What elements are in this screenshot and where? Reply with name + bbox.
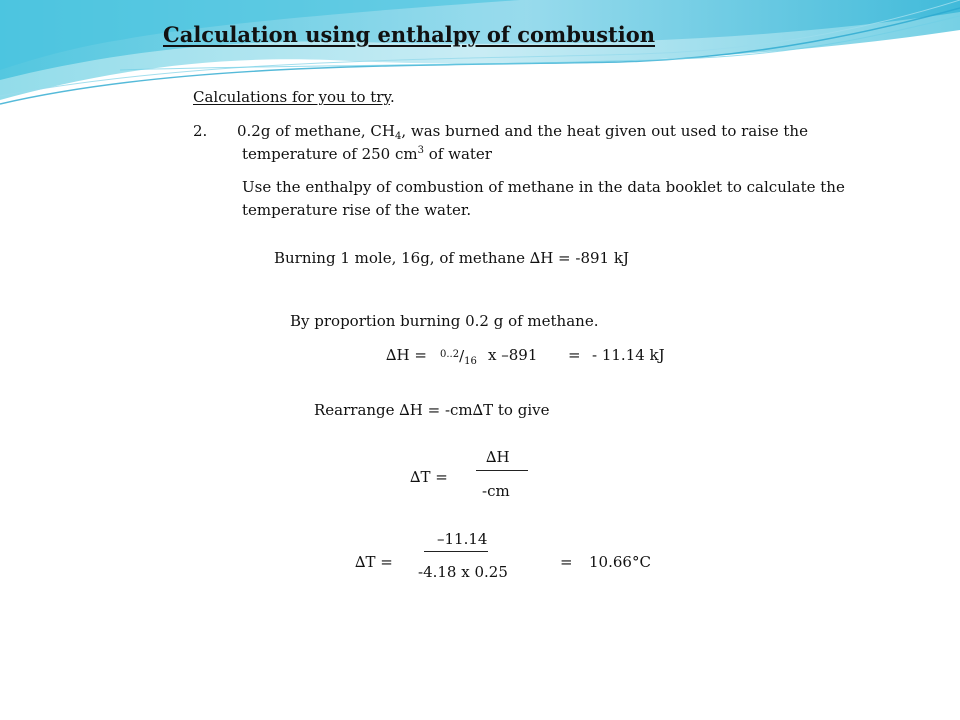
question-line-3: Use the enthalpy of combustion of methane in the data booklet to calculate the [242,178,845,196]
question-number: 2. [193,122,208,140]
dh-fraction [440,346,477,371]
subheading [193,88,395,106]
subheading-period: . [389,88,395,106]
subheading-text: Calculations for you to try [193,88,390,106]
proportion-statement: By proportion burning 0.2 g of methane. [290,312,599,330]
question-line-1-a: 0.2g of methane, CH [237,122,395,140]
dt1-fraction-bar [476,470,528,471]
dt2-equals: = [560,553,573,571]
dt2-fraction-bar [424,551,488,552]
question-line-2-b: of water [423,145,492,163]
superscript-3: 3 [417,145,424,156]
question-line-2 [242,145,492,163]
dh-times: x –891 [488,346,538,364]
dh-equals: = [568,346,581,364]
question-line-1-b: , was burned and the heat given out used to raise the [401,122,808,140]
fraction-slash: / [459,347,465,365]
slide-title: Calculation using enthalpy of combustion [163,22,656,47]
subscript-4: 4 [394,131,402,142]
dt1-lhs: ∆T = [410,468,448,486]
dt2-numerator: –11.14 [437,530,488,548]
question-line-1 [237,122,808,140]
dt2-denominator: -4.18 x 0.25 [418,563,508,581]
dt2-lhs: ∆T = [355,553,393,571]
dt2-result: 10.66°C [589,553,651,571]
dt1-numerator: ∆H [486,448,510,466]
burning-statement: Burning 1 mole, 16g, of methane ∆H = -891 kJ [274,249,629,267]
question-line-4: temperature rise of the water. [242,201,472,219]
fraction-denominator: 16 [464,356,477,367]
fraction-numerator: 0..2 [440,349,460,360]
dh-lhs: ∆H = [386,346,427,364]
question-line-2-a: temperature of 250 cm [242,145,418,163]
rearrange-statement: Rearrange ∆H = -cm∆T to give [314,401,550,419]
dt1-denominator: -cm [482,482,510,500]
dh-result: - 11.14 kJ [592,346,665,364]
